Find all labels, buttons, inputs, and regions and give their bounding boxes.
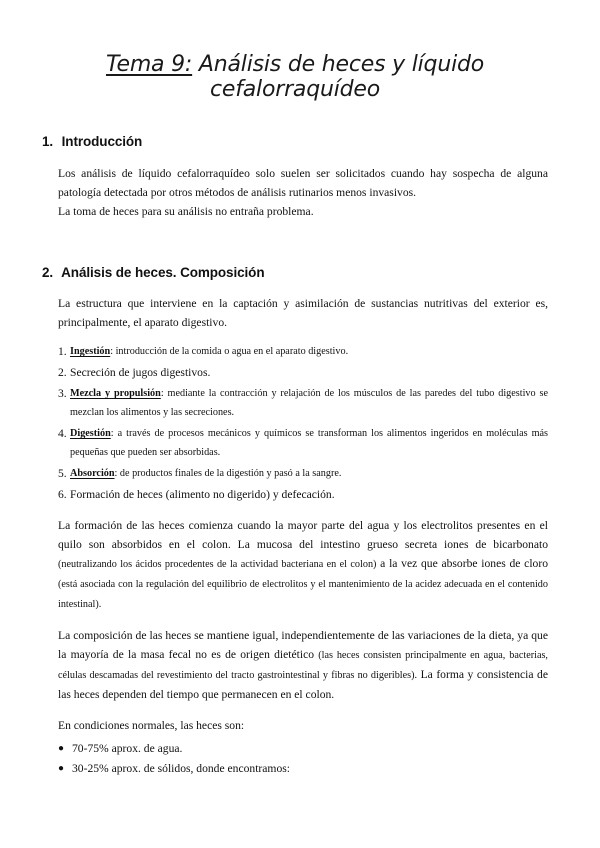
- list-item-term: Digestión: [70, 428, 111, 439]
- bullet-icon: ●: [58, 743, 65, 754]
- list-item-text: : de productos finales de la digestión y pasó a la sangre.: [114, 468, 342, 479]
- list-item-text: : mediante la contracción y relajación de los músculos de las paredes del tubo digestivo se mezclan los alimentos y las secreciones.: [70, 388, 548, 418]
- section-heading-text: Análisis de heces. Composición: [61, 265, 265, 280]
- list-item-number: 6.: [58, 488, 67, 501]
- section-number: 2.: [42, 265, 54, 280]
- list-item: [58, 485, 548, 504]
- paragraph-text: a la vez que absorbe iones de cloro: [376, 557, 548, 570]
- section-heading-analisis-heces: [42, 265, 548, 280]
- section-body-introduccion: [42, 164, 548, 221]
- list-item-number: 5.: [58, 467, 67, 480]
- section-number: 1.: [42, 134, 54, 149]
- paragraph-note: (neutralizando los ácidos procedentes de la actividad bacteriana en el colon): [58, 559, 377, 570]
- list-item-term: Ingestión: [70, 346, 111, 357]
- list-item-number: 3.: [58, 387, 67, 400]
- list-item-text: 70-75% aprox. de agua.: [72, 742, 183, 755]
- list-item-term: Absorción: [70, 468, 115, 479]
- section-heading-text: Introducción: [61, 134, 143, 149]
- list-item-number: 1.: [58, 345, 67, 358]
- list-item: [58, 424, 548, 462]
- title-text: Análisis de heces y líquido cefalorraquídeo: [192, 52, 485, 102]
- paragraph-note: (está asociada con la regulación del equilibrio de electrolitos y el mantenimiento de la acidez adecuada en el contenido intestinal).: [58, 579, 548, 610]
- list-item: [58, 363, 548, 382]
- paragraph: En condiciones normales, las heces son:: [58, 719, 245, 732]
- title-prefix: Tema 9:: [105, 52, 193, 77]
- paragraph-text: La formación de las heces comienza cuando la mayor parte del agua y los electrolitos presentes en el quilo son absorbidos en el colon. La mucosa del intestino grueso secreta iones de bicarbonato: [58, 519, 548, 551]
- bullet-icon: ●: [58, 763, 65, 774]
- list-item-term: Mezcla y propulsión: [70, 388, 161, 399]
- paragraph-note: (las heces consisten principalmente en agua, bacterias, células descamadas del revestimiento del tracto gastrointestinal y fibras no digeribles).: [58, 650, 548, 681]
- list-item: [58, 342, 548, 361]
- list-item-text: : a través de procesos mecánicos y químicos se transforman los alimentos ingeridos en moléculas más pequeñas que pueden ser absorbidas.: [70, 428, 548, 458]
- list-item: [58, 384, 548, 422]
- digestion-steps-list: [58, 342, 548, 504]
- paragraph: La estructura que interviene en la captación y asimilación de sustancias nutritivas del exterior es, principalmente, el aparato digestivo.: [58, 297, 548, 329]
- section-body-analisis-heces: [42, 294, 548, 779]
- paragraph-text: La forma y consistencia de las heces dependen del tiempo que permanecen en el colon.: [58, 668, 548, 701]
- paragraph: La toma de heces para su análisis no entraña problema.: [58, 205, 314, 218]
- paragraph-text: La composición de las heces se mantiene igual, independientemente de las variaciones de la dieta, ya que la mayoría de la masa fecal no es de origen dietético: [58, 629, 548, 661]
- composition-bullet-list: [58, 739, 548, 779]
- page-title: [42, 0, 548, 102]
- list-item: [58, 464, 548, 483]
- paragraph: [58, 516, 548, 614]
- list-item-number: 4.: [58, 427, 67, 440]
- section-heading-introduccion: [42, 134, 548, 149]
- list-item-text: 30-25% aprox. de sólidos, donde encontramos:: [72, 762, 290, 775]
- list-item-number: 2.: [58, 366, 67, 379]
- paragraph: [58, 626, 548, 704]
- list-item-text: : introducción de la comida o agua en el aparato digestivo.: [110, 346, 349, 357]
- list-item-text: Secreción de jugos digestivos.: [70, 366, 211, 379]
- list-item: [58, 739, 548, 759]
- list-item: [58, 759, 548, 779]
- paragraph: Los análisis de líquido cefalorraquídeo solo suelen ser solicitados cuando hay sospecha de alguna patología detectada por otros métodos de análisis rutinarios menos invasivos.: [58, 167, 548, 199]
- list-item-text: Formación de heces (alimento no digerido) y defecación.: [70, 488, 335, 501]
